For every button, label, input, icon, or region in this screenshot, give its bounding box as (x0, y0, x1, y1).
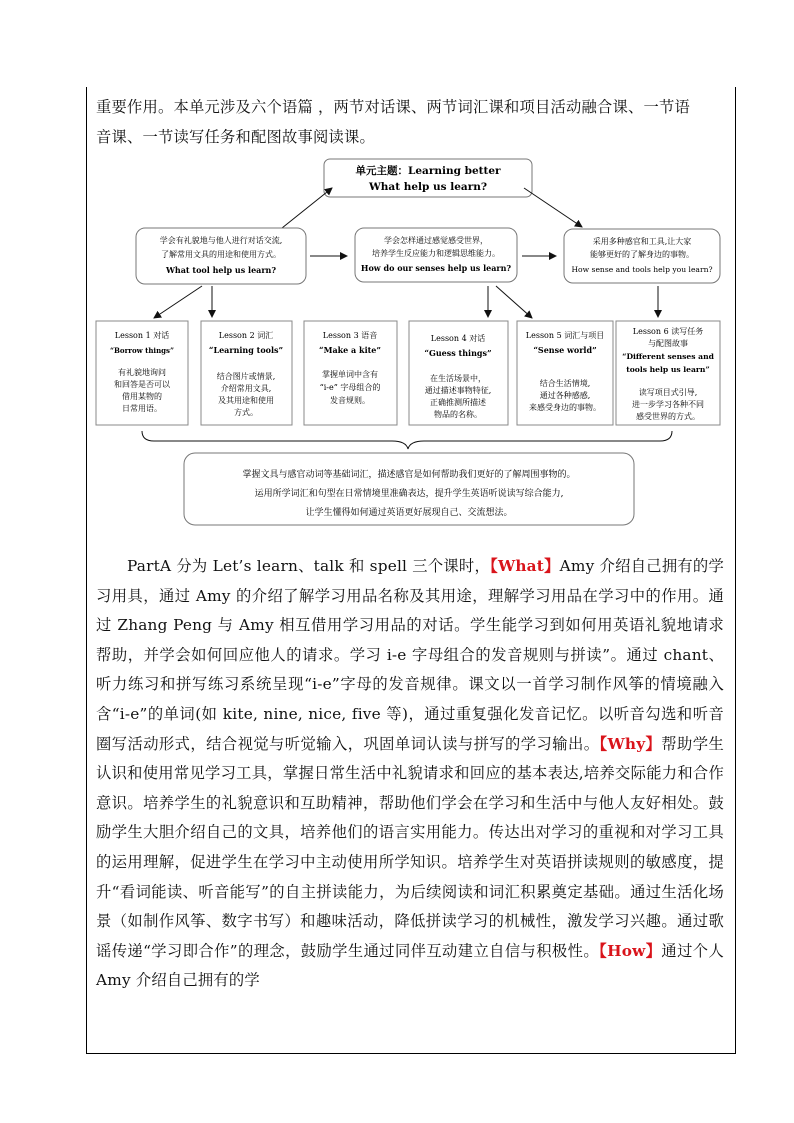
lesson-4-desc-2: 通过描述事物特征, (424, 386, 492, 395)
lesson-6-desc-2: 进一步学习各种不同 (632, 400, 704, 409)
lesson-1-desc-4: 日常用语。 (122, 404, 162, 413)
lesson-1-name: “Borrow things” (109, 346, 175, 355)
question-2-line-2: 培养学生反应能力和逻辑思维能力。 (372, 249, 500, 258)
question-3-line-3: How sense and tools help you learn? (571, 265, 713, 274)
lesson-3-desc-1: 掌握单词中含有 (322, 370, 378, 379)
table-bottom-border (86, 1053, 736, 1054)
analysis-paragraph (96, 552, 724, 996)
arrow-q1-to-theme (282, 188, 332, 228)
theme-line-1: 单元主题：Learning better (355, 165, 501, 177)
question-3-line-2: 能够更好的了解身边的事物。 (590, 250, 694, 259)
lesson-1-desc-2: 和回答是否可以 (114, 380, 170, 389)
intro-paragraph (96, 93, 724, 152)
body-sentence-4: 通过个人 Amy 介绍自己拥有的学 (96, 941, 724, 990)
lesson-2-desc-4: 方式。 (234, 408, 258, 417)
question-1-line-2: 了解常用文具的用途和使用方式。 (161, 250, 281, 259)
lesson-box-5 (517, 321, 613, 425)
lesson-3-desc-3: 发音规则。 (330, 396, 370, 405)
question-2-line-1: 学会怎样通过感觉感受世界， (384, 236, 488, 245)
lesson-3-name: “Make a kite” (319, 345, 381, 355)
lesson-5-desc-2: 通过各种感感, (539, 391, 591, 400)
lesson-box-3 (304, 321, 397, 425)
lesson-6-desc-3: 感受世界的方式。 (636, 412, 700, 421)
lesson-box-1 (96, 321, 188, 425)
lesson-5-title: Lesson 5 词汇与项目 (525, 331, 605, 340)
lesson-5-desc-3: 来感受身边的事物。 (529, 403, 601, 412)
summary-line-2: 运用所学词汇和句型在日常情境里准确表达，提升学生英语听说读写综合能力, (254, 489, 564, 499)
body-sentence-3: 帮助学生认识和使用常见学习工具，掌握日常生活中礼貌请求和回应的基本表达,培养交际能力和合作意识。培养学生的礼貌意识和互助精神，帮助他们学会在学习和生活中与他人友好相处。鼓励学生大胆介绍自己的文具，培养他们的语言实用能力。传达出对学习的重视和对学习工具的运用理解，促进学生在学习中主动使用所学知识。培养学生对英语拼读规则的敏感度，提升“看词能读、听音能写”的自主拼读能力，为后续阅读和词汇积累奠定基础。通过生活化场景（如制作风筝、数字书写）和趣味活动，降低拼读学习的机械性，激发学习兴趣。通过歌谣传递“学习即合作”的理念，鼓励学生通过同伴互动建立自信与积极性。 (96, 734, 724, 960)
lesson-4-desc-1: 在生活场景中， (430, 374, 486, 383)
lesson-6-name-2: tools help us learn” (626, 365, 710, 374)
intro-line-1: 重要作用。本单元涉及六个语篇 ，两节对话课、两节词汇课和项目活动融合课、一节语 (96, 98, 690, 116)
intro-line-2: 音课、一节读写任务和配图故事阅读课。 (96, 127, 375, 146)
lesson-6-desc-1: 读写项目式引导, (638, 388, 698, 397)
question-2-line-3: How do our senses help us learn? (360, 263, 512, 273)
lesson-4-desc-3: 正确推测所描述 (430, 398, 486, 407)
diagram-svg (92, 155, 732, 535)
lesson-box-6 (616, 321, 720, 425)
arrow-q2-to-lesson5 (496, 286, 532, 318)
arrow-theme-to-q3 (524, 188, 582, 227)
question-3-line-1: 采用多种感官和工具,让大家 (592, 237, 692, 246)
body-sentence-1: PartA 分为 Let’s learn、talk 和 spell 三个课时， (127, 557, 491, 575)
lesson-box-4 (409, 321, 508, 425)
lesson-6-title-2: 与配图故事 (648, 339, 688, 348)
summary-line-3: 让学生懂得如何通过英语更好展现自己、交流想法。 (305, 508, 513, 518)
lesson-3-title: Lesson 3 语音 (322, 331, 378, 340)
lesson-3-desc-2: “i-e” 字母组合的 (319, 383, 381, 392)
lesson-1-desc-1: 有礼貌地询问 (118, 368, 166, 377)
lesson-2-desc-3: 及其用途和使用 (218, 396, 274, 405)
arrow-q1-to-lesson1 (154, 286, 202, 318)
lesson-5-desc-1: 结合生活情境, (539, 379, 591, 388)
lesson-6-name: “Different senses and (622, 352, 714, 361)
lesson-6-title: Lesson 6 读写任务 (632, 327, 704, 336)
question-1-line-3: What tool help us learn? (165, 265, 277, 275)
theme-line-2: What help us learn? (368, 181, 488, 193)
lesson-2-desc-2: 介绍常用文具, (220, 384, 272, 393)
bracket (142, 431, 672, 449)
lesson-1-title: Lesson 1 对话 (114, 331, 170, 340)
lesson-2-name: “Learning tools” (208, 345, 284, 355)
lesson-2-title: Lesson 2 词汇 (218, 331, 274, 340)
lesson-box-2 (201, 321, 292, 425)
what-tag: 【What】 (490, 557, 560, 575)
why-tag: 【Why】 (599, 734, 662, 753)
summary-line-1: 掌握文具与感官动词等基础词汇，描述感官是如何帮助我们更好的了解周围事物的。 (242, 470, 576, 480)
how-tag: 【How】 (599, 941, 662, 960)
lesson-4-desc-4: 物品的名称。 (434, 410, 482, 419)
lesson-4-title: Lesson 4 对话 (430, 334, 486, 343)
lesson-5-name: “Sense world” (533, 345, 597, 355)
unit-structure-diagram (92, 155, 732, 535)
lesson-4-name: “Guess things” (424, 348, 492, 358)
question-1-line-1: 学会有礼貌地与他人进行对话交流, (159, 236, 283, 245)
lesson-2-desc-1: 结合图片或情景, (216, 372, 276, 381)
lesson-1-desc-3: 借用某物的 (122, 392, 162, 401)
body-sentence-2: Amy 介绍自己拥有的学习用具，通过 Amy 的介绍了解学习用品名称及其用途，理解学习用品在学习中的作用。通过 Zhang Peng 与 Amy 相互借用学习用品的对话。学生能学习到如何用英语礼貌地请求帮助，并学会如何回应他人的请求。学习 i-e 字母组合的发音规则与拼读”。通过 chant、听力练习和拼写练习系统呈现“i-e”字母的发音规律。课文以一首学习制作风筝的情境融入含“i-e”的单词(如 kite, nine, nice, five 等)，通过重复强化发音记忆。以听音勾选和听音圈写活动形式，结合视觉与听觉输入，巩固单词认读与拼写的学习输出。 (96, 557, 724, 753)
